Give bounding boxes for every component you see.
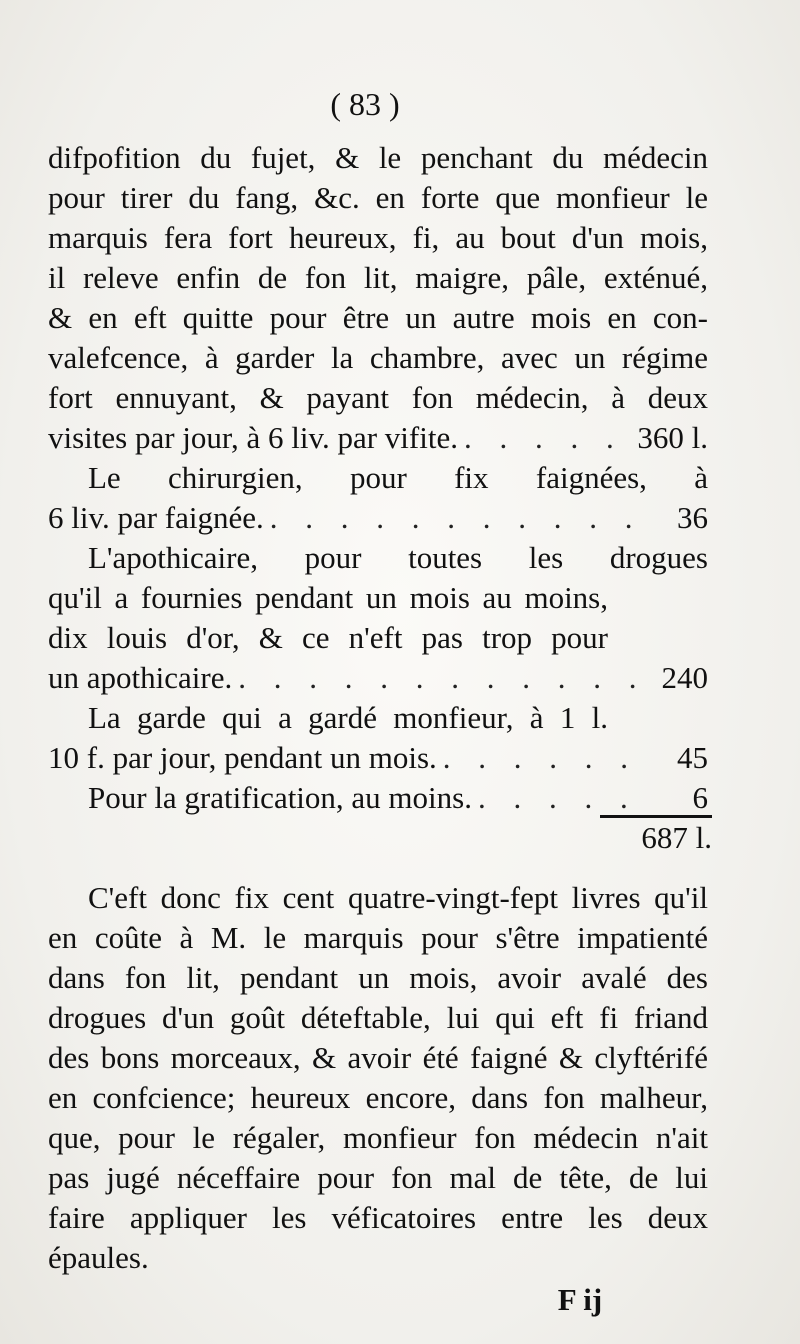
expense-entry-surgeon [48, 498, 708, 538]
expense-text: Le chirurgien, pour fix faignées, à [88, 460, 708, 495]
expense-amount: 240 [661, 660, 708, 695]
expense-amount: 6 [692, 780, 708, 815]
expense-amount: 360 l. [637, 420, 708, 455]
expense-text: un apothicaire. [48, 660, 233, 695]
text-line: pour tirer du fang, &c. en forte que monfieur le [48, 180, 708, 215]
text-line: en confcience; heureux encore, dans fon malheur, [48, 1080, 708, 1115]
leader-dots [478, 778, 638, 818]
leader-dots [238, 658, 638, 698]
text-line: difpofition du fujet, & le penchant du médecin [48, 140, 708, 175]
page-number: ( 83 ) [330, 86, 400, 122]
expense-text: 6 liv. par faignée. [48, 500, 264, 535]
expense-total: 687 l. [641, 820, 712, 855]
text-line: valefcence, à garder la chambre, avec un régime [48, 340, 708, 375]
text-line: en coûte à M. le marquis pour s'être impatienté [48, 920, 708, 955]
text-line: des bons morceaux, & avoir été faigné & clyftérifé [48, 1040, 708, 1075]
text-line: drogues d'un goût déteftable, lui qui eft fi friand [48, 1000, 708, 1035]
text-line: & en eft quitte pour être un autre mois en con- [48, 300, 708, 335]
text-line: épaules. [48, 1240, 149, 1275]
text-line: que, pour le régaler, monfieur fon médecin n'ait [48, 1120, 708, 1155]
expense-amount: 45 [677, 740, 708, 775]
text-line: marquis fera fort heureux, fi, au bout d'un mois, [48, 220, 708, 255]
expense-entry-physician [48, 418, 708, 458]
leader-dots [464, 418, 631, 458]
expense-entry-gratification [88, 778, 708, 818]
leader-dots [270, 498, 638, 538]
text-line: dans fon lit, pendant un mois, avoir avalé des [48, 960, 708, 995]
expense-text: dix louis d'or, & ce n'eft pas trop pour [48, 620, 608, 655]
signature-mark: F ij [557, 1282, 603, 1317]
expense-entry-nurse [48, 738, 708, 778]
expense-entry-apothecary [48, 658, 708, 698]
leader-dots [443, 738, 638, 778]
expense-text: qu'il a fournies pendant un mois au moins, [48, 580, 608, 615]
text-line: fort ennuyant, & payant fon médecin, à deux [48, 380, 708, 415]
expense-text: La garde qui a gardé monfieur, à 1 l. [88, 700, 608, 735]
expense-text: 10 f. par jour, pendant un mois. [48, 740, 437, 775]
text-line: il releve enfin de fon lit, maigre, pâle, exténué, [48, 260, 708, 295]
expense-text: L'apothicaire, pour toutes les drogues [88, 540, 708, 575]
text-line: pas jugé néceffaire pour fon mal de tête, de lui [48, 1160, 708, 1195]
text-line: faire appliquer les véficatoires entre les deux [48, 1200, 708, 1235]
expense-text: Pour la gratification, au moins. [88, 780, 472, 815]
expense-text: visites par jour, à 6 liv. par vifite. [48, 420, 458, 455]
text-line: C'eft donc fix cent quatre-vingt-fept livres qu'il [88, 880, 708, 915]
expense-amount: 36 [677, 500, 708, 535]
